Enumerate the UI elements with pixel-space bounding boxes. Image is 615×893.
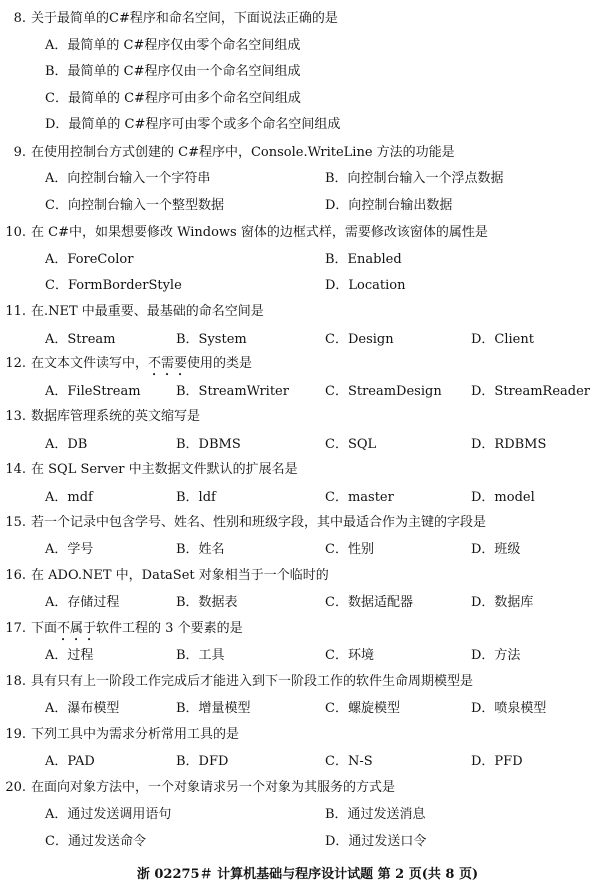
option-b: B．DFD xyxy=(176,754,229,769)
option-a: A．通过发送调用语句 xyxy=(45,807,172,822)
option-a: A．存储过程 xyxy=(45,595,120,610)
option-d: D．Client xyxy=(471,332,534,347)
option-a: A．mdf xyxy=(45,490,93,505)
question-stem-pre: 下面 xyxy=(31,621,58,636)
question-stem-post: 使用的类是 xyxy=(187,356,253,371)
option-b: B．工具 xyxy=(176,648,225,663)
option-b: B．向控制台输入一个浮点数据 xyxy=(325,171,504,186)
question-number: 19. xyxy=(5,727,26,742)
question-stem-emphasis: 不属于 xyxy=(57,621,97,636)
option-a: A．FileStream xyxy=(45,384,141,399)
option-c: C．螺旋模型 xyxy=(325,701,400,716)
option-c: C．性别 xyxy=(325,542,374,557)
question-stem: 在 C#中，如果想要修改 Windows 窗体的边框式样，需要修改该窗体的属性是 xyxy=(31,225,488,240)
question-stem: 在使用控制台方式创建的 C#程序中，Console.WriteLine 方法的功能是 xyxy=(31,145,455,160)
question-stem: 在面向对象方法中，一个对象请求另一个对象为其服务的方式是 xyxy=(31,780,396,795)
question-number: 17. xyxy=(5,621,26,636)
option-a: A．向控制台输入一个字符串 xyxy=(45,171,211,186)
option-a: A．Stream xyxy=(45,332,116,347)
option-d: D．数据库 xyxy=(471,595,534,610)
question-stem: 具有只有上一阶段工作完成后才能进入到下一阶段工作的软件生命周期模型是 xyxy=(31,674,474,689)
page-footer: 浙 02275＃ 计算机基础与程序设计试题 第 2 页(共 8 页) xyxy=(136,867,479,882)
question-stem-pre: 在文本文件读写中， xyxy=(31,356,149,371)
question-stem: 在 SQL Server 中主数据文件默认的扩展名是 xyxy=(31,462,298,477)
option-c: C．SQL xyxy=(325,437,377,452)
question-number: 9. xyxy=(13,145,26,160)
question-stem: 下列工具中为需求分析常用工具的是 xyxy=(31,727,240,742)
option-b: B．通过发送消息 xyxy=(325,807,426,822)
question-stem: 数据库管理系统的英文缩写是 xyxy=(31,409,201,424)
question-stem-emphasis: 不需要 xyxy=(148,356,188,371)
option-a: A．PAD xyxy=(45,754,95,769)
question-number: 13. xyxy=(5,409,26,424)
option-d: D．PFD xyxy=(471,754,523,769)
option-d: D．RDBMS xyxy=(471,437,547,452)
option-c: C．StreamDesign xyxy=(325,384,442,399)
option-a: A．DB xyxy=(45,437,88,452)
option-d: D．方法 xyxy=(471,648,521,663)
question-number: 12. xyxy=(5,356,26,371)
question-number: 16. xyxy=(5,568,26,583)
question-stem: 若一个记录中包含学号、姓名、性别和班级字段，其中最适合作为主键的字段是 xyxy=(31,515,487,530)
question-number: 14. xyxy=(5,462,26,477)
option-d: D．最简单的 C#程序可由零个或多个命名空间组成 xyxy=(45,117,341,132)
option-d: D．通过发送口令 xyxy=(325,834,427,849)
option-a: A．瀑布模型 xyxy=(45,701,120,716)
option-b: B．数据表 xyxy=(176,595,238,610)
option-a: A．ForeColor xyxy=(45,252,134,267)
question-number: 20. xyxy=(5,780,26,795)
option-d: D．model xyxy=(471,490,535,505)
option-d: D．StreamReader xyxy=(471,384,590,399)
question-number: 8. xyxy=(13,11,26,26)
question-number: 18. xyxy=(5,674,26,689)
question-stem: 在 ADO.NET 中，DataSet 对象相当于一个临时的 xyxy=(31,568,329,583)
option-b: B．姓名 xyxy=(176,542,225,557)
option-b: B．增量模型 xyxy=(176,701,251,716)
option-d: D．Location xyxy=(325,278,406,293)
option-a: A．最简单的 C#程序仅由零个命名空间组成 xyxy=(45,38,301,53)
option-c: C．向控制台输入一个整型数据 xyxy=(45,198,224,213)
option-d: D．班级 xyxy=(471,542,521,557)
question-stem: 在.NET 中最重要、最基础的命名空间是 xyxy=(31,304,264,319)
option-c: C．N-S xyxy=(325,754,373,769)
option-c: C．FormBorderStyle xyxy=(45,278,182,293)
question-stem-post: 软件工程的 3 个要素的是 xyxy=(96,621,243,636)
question-stem: 关于最简单的C#程序和命名空间，下面说法正确的是 xyxy=(31,11,338,26)
option-c: C．环境 xyxy=(325,648,374,663)
option-c: C．最简单的 C#程序可由多个命名空间组成 xyxy=(45,91,301,106)
question-number: 11. xyxy=(5,304,26,319)
option-c: C．通过发送命令 xyxy=(45,834,146,849)
option-c: C．数据适配器 xyxy=(325,595,413,610)
option-c: C．master xyxy=(325,490,394,505)
option-d: D．向控制台输出数据 xyxy=(325,198,453,213)
question-number: 15. xyxy=(5,515,26,530)
option-a: A．学号 xyxy=(45,542,94,557)
option-c: C．Design xyxy=(325,332,394,347)
option-b: B．System xyxy=(176,332,247,347)
option-b: B．StreamWriter xyxy=(176,384,289,399)
option-a: A．过程 xyxy=(45,648,94,663)
option-b: B．DBMS xyxy=(176,437,241,452)
option-b: B．ldf xyxy=(176,490,216,505)
option-b: B．最简单的 C#程序仅由一个命名空间组成 xyxy=(45,64,301,79)
question-number: 10. xyxy=(5,225,26,240)
option-b: B．Enabled xyxy=(325,252,402,267)
option-d: D．喷泉模型 xyxy=(471,701,547,716)
